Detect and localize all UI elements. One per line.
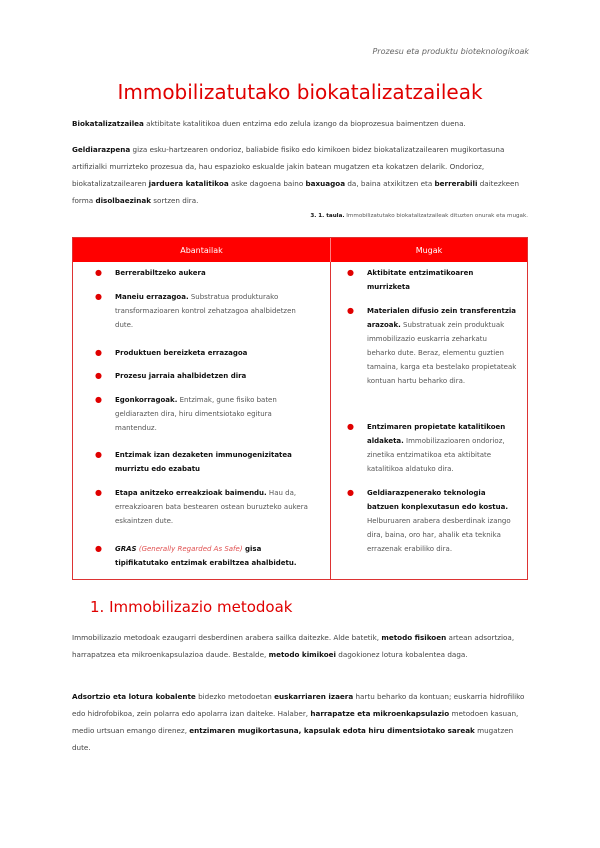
- item-key: Aktibitate entzimatikoaren murrizketa: [367, 269, 474, 291]
- table-caption: [310, 213, 528, 219]
- term-adsorption-covalent: Adsortzio eta lotura kobalente: [72, 692, 196, 701]
- advantages-column: [73, 262, 331, 579]
- intro-p2-text: sortzen dira.: [151, 196, 199, 205]
- list-item: [95, 542, 315, 570]
- term-lower: baxuagoa: [305, 179, 346, 188]
- bullet-icon: ●: [347, 488, 354, 497]
- bullet-icon: ●: [95, 268, 102, 277]
- item-highlight: (Generally Regarded As Safe): [136, 545, 243, 553]
- item-key: gisa tipifikatutako entzimak erabiltzea ahalbidetu.: [115, 545, 297, 567]
- bullet-icon: ●: [347, 306, 354, 315]
- list-item: [95, 290, 315, 332]
- header-limitations: Mugak: [415, 245, 443, 255]
- term-catalytic-activity: jarduera katalitikoa: [148, 179, 229, 188]
- section-heading: 1. Immobilizazio metodoak: [90, 598, 293, 616]
- bullet-icon: ●: [95, 488, 102, 497]
- table-body: [73, 262, 527, 579]
- item-text: Entzimak, gune fisiko baten geldiarazten dira, hiru dimentsiotako egitura mantenduz.: [115, 396, 277, 432]
- header-advantages: Abantailak: [73, 238, 331, 262]
- bullet-icon: ●: [347, 422, 354, 431]
- item-text: Substratua produkturako transformazioaren kontrol zehatzagoa ahalbidetzen dute.: [115, 293, 296, 329]
- limitations-column: [331, 262, 527, 579]
- bullet-icon: ●: [347, 268, 354, 277]
- list-item: [95, 448, 315, 476]
- bullet-icon: ●: [95, 450, 102, 459]
- item-key: Geldiarazpenerako teknologia batzuen konplexutasun edo kostua.: [367, 489, 509, 511]
- item-key: Egonkorragoak.: [115, 396, 178, 404]
- table-header-row: [73, 238, 527, 262]
- intro-p2-text: aske dagoena baino: [228, 179, 306, 188]
- section-p2-text: metodoen kasuan, medio urtsuan emango direnez,: [72, 709, 519, 735]
- section-p2-text: hartu beharko da kontuan; euskarria hidrofiliko edo hidrofobikoa, zein polarra edo apolarra izan daiteke. Halaber,: [72, 692, 525, 718]
- term-physical-methods: metodo fisikoen: [381, 633, 447, 642]
- item-key: GRAS: [115, 545, 137, 553]
- section-p1-text: dagokionez lotura kobalentea daga.: [335, 650, 468, 659]
- intro-p2-text: giza esku-hartzearen ondorioz, baliabide fisiko edo kimikoen bidez biokatalizatzailearen mugikortasuna artifizialki murrizteko prozesua da, hau espazioko eskualde jakin batean mugatzen eta kokatzen delarik. Ondorioz, biokatalizatzailearen: [72, 145, 505, 188]
- section-p1-text: artean adsortzioa, harrapatzea eta mikroenkapsulazioa daude. Bestalde,: [72, 633, 515, 659]
- item-key: Materialen difusio zein transferentzia arazoak.: [367, 307, 517, 329]
- item-key: Prozesu jarraia ahalbidetzen dira: [115, 372, 247, 380]
- bullet-icon: ●: [95, 395, 102, 404]
- intro-p1-text: aktibitate katalitikoa duen entzima edo zelula izango da bioprozesua baimentzen duena.: [143, 119, 466, 128]
- advantages-limitations-table: [72, 237, 528, 580]
- section-paragraph-2: [72, 688, 532, 756]
- list-item: [95, 486, 315, 528]
- bullet-icon: ●: [95, 292, 102, 301]
- item-key: Berrerabiltzeko aukera: [115, 269, 206, 277]
- list-item: [347, 420, 517, 476]
- bullet-icon: ●: [95, 348, 102, 357]
- item-text: Hau da, erreakzioaren bata bestearen ostean buruzteko aukera eskaintzen dute.: [115, 489, 308, 525]
- term-immobilization: Geldiarazpena: [72, 145, 131, 154]
- item-key: Entzimaren propietate katalitikoen aldaketa.: [367, 423, 506, 445]
- item-key: Maneiu errazagoa.: [115, 293, 189, 301]
- section-p2-text: mugatzen dute.: [72, 726, 514, 752]
- list-item: [95, 266, 315, 280]
- list-item: [95, 346, 315, 360]
- list-item: [347, 304, 517, 388]
- intro-paragraph-1: [72, 115, 532, 132]
- list-item: [347, 266, 517, 294]
- term-support-nature: euskarriaren izaera: [274, 692, 354, 701]
- term-reuse: berrerabili: [434, 179, 478, 188]
- term-biocatalyst: Biokatalizatzailea: [72, 119, 144, 128]
- list-item: [347, 486, 517, 556]
- section-p1-text: Immobilizazio metodoak ezaugarri desberdinen arabera sailka daitezke. Alde batetik,: [72, 633, 382, 642]
- item-key: Produktuen bereizketa errazagoa: [115, 349, 248, 357]
- list-item: [95, 393, 315, 435]
- caption-label: 3. 1. taula.: [310, 213, 345, 219]
- item-text: Helburuaren arabera desberdinak izango dira, baina, oro har, ahalik eta teknika errazenak erabiliko dira.: [367, 517, 511, 553]
- term-entrapment: harrapatze eta mikroenkapsulazio: [310, 709, 450, 718]
- term-chemical-methods: metodo kimikoei: [268, 650, 336, 659]
- intro-p2-text: daitezkeen forma: [72, 179, 520, 205]
- list-item: [95, 369, 315, 383]
- intro-paragraph-2: [72, 141, 532, 209]
- section-p2-text: bidezko metodoetan: [195, 692, 275, 701]
- section-paragraph-1: [72, 629, 532, 663]
- page-title: Immobilizatutako biokatalizatzaileak: [117, 80, 483, 104]
- item-key: Entzimak izan dezaketen immunogenizitatea murriztu edo ezabatu: [115, 451, 292, 473]
- bullet-icon: ●: [95, 544, 102, 553]
- term-insoluble: disolbaezinak: [95, 196, 152, 205]
- bullet-icon: ●: [95, 371, 102, 380]
- item-text: Substratuak zein produktuak immobilizazio euskarria zeharkatu beharko dute. Beraz, elementu guztien tamaina, karga eta bestelako propietateak kontuan hartu beharko dira.: [367, 321, 517, 385]
- intro-p2-text: da, baina atxikitzen eta: [345, 179, 435, 188]
- running-header: Prozesu eta produktu bioteknologikoak: [372, 47, 529, 56]
- item-text: Immobilizazioaren ondorioz, zinetika entzimatikoa eta aktibitate katalitikoa aldatuko dira.: [367, 437, 505, 473]
- term-mobility: entzimaren mugikortasuna, kapsulak edota hiru dimentsiotako sareak: [189, 726, 475, 735]
- caption-text: Immobilizatutako biokatalizatzaileak dituzten onurak eta mugak.: [344, 213, 528, 219]
- item-key: Etapa anitzeko erreakzioak baimendu.: [115, 489, 267, 497]
